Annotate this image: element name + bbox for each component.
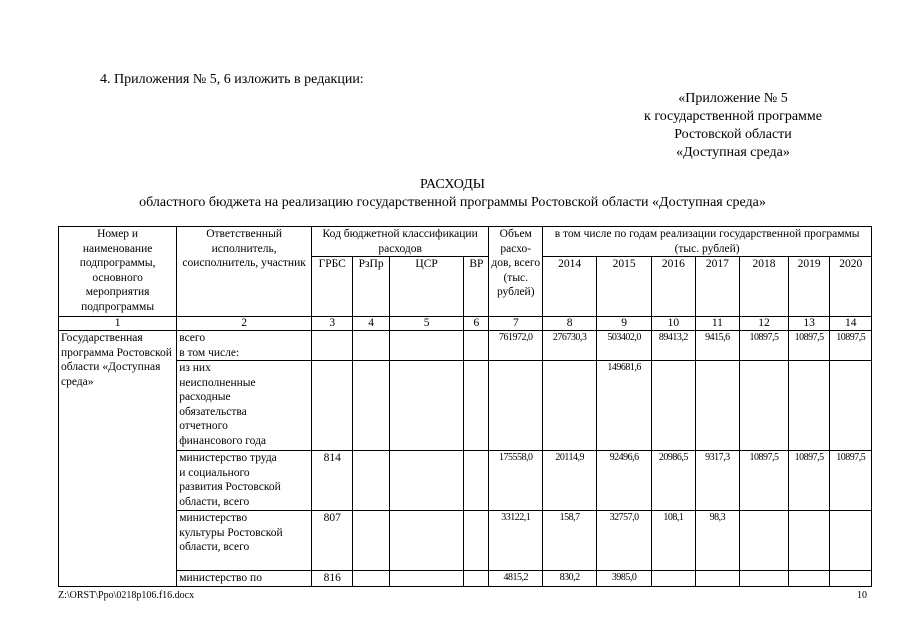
grbs-cell: [312, 331, 353, 361]
table-row: [59, 361, 872, 451]
header-year: 2017: [695, 257, 740, 317]
year-value-cell: 10897,5: [830, 331, 872, 361]
year-value-cell: 32757,0: [597, 511, 652, 571]
year-value-cell: [788, 571, 829, 587]
executor-cell: министерство труда и социального развития Ростовской области, всего: [177, 451, 312, 511]
grbs-cell: 814: [312, 451, 353, 511]
year-value-cell: 276730,3: [543, 331, 597, 361]
executor-cell: всего в том числе:: [177, 331, 312, 361]
year-value-cell: [740, 571, 789, 587]
year-value-cell: 20114,9: [543, 451, 597, 511]
year-value-cell: 10897,5: [740, 331, 789, 361]
rzpr-cell: [353, 331, 389, 361]
year-value-cell: 3985,0: [597, 571, 652, 587]
program-name-cell: Государственная программа Ростовской области «Доступная среда»: [59, 331, 177, 587]
year-value-cell: [788, 361, 829, 451]
year-value-cell: 10897,5: [830, 451, 872, 511]
total-cell: 33122,1: [489, 511, 543, 571]
total-cell: 4815,2: [489, 571, 543, 587]
column-index: 5: [389, 317, 464, 331]
vr-cell: [464, 511, 489, 571]
column-index: 6: [464, 317, 489, 331]
year-value-cell: 830,2: [543, 571, 597, 587]
header-year: 2016: [652, 257, 696, 317]
header-years-group: в том числе по годам реализации государственной программы (тыс. рублей): [543, 227, 872, 257]
column-index: 3: [312, 317, 353, 331]
file-path: Z:\ORST\Ppo\0218p106.f16.docx: [58, 590, 195, 601]
executor-cell: из них неисполненные расходные обязательства отчетного финансового года: [177, 361, 312, 451]
appendix-line-3: Ростовской области: [674, 127, 792, 142]
year-value-cell: [740, 361, 789, 451]
csr-cell: [389, 571, 464, 587]
header-year: 2015: [597, 257, 652, 317]
header-name: Номер и наименование подпрограммы, основного мероприятия подпрограммы: [59, 227, 177, 317]
expenses-table: [58, 226, 872, 587]
document-subtitle: областного бюджета на реализацию государственной программы Ростовской области «Доступная среда»: [139, 195, 766, 210]
year-value-cell: 98,3: [695, 511, 740, 571]
executor-cell: министерство по: [177, 571, 312, 587]
page-number: 10: [857, 590, 867, 601]
rzpr-cell: [353, 451, 389, 511]
column-index: 7: [489, 317, 543, 331]
appendix-line-2: к государственной программе: [644, 109, 822, 124]
table-row: [59, 451, 872, 511]
total-cell: [489, 361, 543, 451]
column-index: 11: [695, 317, 740, 331]
csr-cell: [389, 361, 464, 451]
year-value-cell: 158,7: [543, 511, 597, 571]
header-vr: ВР: [464, 257, 489, 317]
table-row: [59, 511, 872, 571]
rzpr-cell: [353, 511, 389, 571]
year-value-cell: [652, 361, 696, 451]
column-index: 13: [788, 317, 829, 331]
document-title: РАСХОДЫ: [420, 177, 485, 192]
document-title-block: [0, 176, 905, 212]
grbs-cell: 807: [312, 511, 353, 571]
year-value-cell: 149681,6: [597, 361, 652, 451]
vr-cell: [464, 571, 489, 587]
year-value-cell: 10897,5: [788, 331, 829, 361]
column-index: 10: [652, 317, 696, 331]
rzpr-cell: [353, 571, 389, 587]
column-index: 1: [59, 317, 177, 331]
year-value-cell: 108,1: [652, 511, 696, 571]
header-year: 2019: [788, 257, 829, 317]
column-index: 2: [177, 317, 312, 331]
appendix-line-4: «Доступная среда»: [676, 145, 790, 160]
header-csr: ЦСР: [389, 257, 464, 317]
csr-cell: [389, 511, 464, 571]
column-index: 8: [543, 317, 597, 331]
total-cell: 761972,0: [489, 331, 543, 361]
header-volume: Объем расхо-дов, всего (тыс. рублей): [489, 227, 543, 317]
total-cell: 175558,0: [489, 451, 543, 511]
intro-text: 4. Приложения № 5, 6 изложить в редакции:: [100, 72, 364, 87]
vr-cell: [464, 331, 489, 361]
header-executor: Ответственный исполнитель, соисполнитель, участник: [177, 227, 312, 317]
year-value-cell: 10897,5: [788, 451, 829, 511]
header-year: 2020: [830, 257, 872, 317]
executor-cell: министерство культуры Ростовской области, всего: [177, 511, 312, 571]
column-index: 14: [830, 317, 872, 331]
csr-cell: [389, 451, 464, 511]
year-value-cell: [543, 361, 597, 451]
column-index-row: [59, 317, 872, 331]
header-year: 2018: [740, 257, 789, 317]
year-value-cell: [695, 571, 740, 587]
header-grbs: ГРБС: [312, 257, 353, 317]
appendix-line-1: «Приложение № 5: [678, 91, 788, 106]
year-value-cell: 9415,6: [695, 331, 740, 361]
vr-cell: [464, 361, 489, 451]
appendix-header: [618, 90, 848, 162]
year-value-cell: 10897,5: [740, 451, 789, 511]
year-value-cell: [695, 361, 740, 451]
year-value-cell: 9317,3: [695, 451, 740, 511]
year-value-cell: [830, 511, 872, 571]
header-year: 2014: [543, 257, 597, 317]
header-budget-code: Код бюджетной классификации расходов: [312, 227, 489, 257]
year-value-cell: [740, 511, 789, 571]
year-value-cell: [652, 571, 696, 587]
year-value-cell: [830, 571, 872, 587]
table-row: [59, 571, 872, 587]
vr-cell: [464, 451, 489, 511]
year-value-cell: 92496,6: [597, 451, 652, 511]
table-row: [59, 331, 872, 361]
grbs-cell: 816: [312, 571, 353, 587]
column-index: 4: [353, 317, 389, 331]
grbs-cell: [312, 361, 353, 451]
column-index: 9: [597, 317, 652, 331]
year-value-cell: [788, 511, 829, 571]
column-index: 12: [740, 317, 789, 331]
csr-cell: [389, 331, 464, 361]
rzpr-cell: [353, 361, 389, 451]
year-value-cell: [830, 361, 872, 451]
year-value-cell: 503402,0: [597, 331, 652, 361]
year-value-cell: 89413,2: [652, 331, 696, 361]
header-rzpr: РзПр: [353, 257, 389, 317]
year-value-cell: 20986,5: [652, 451, 696, 511]
